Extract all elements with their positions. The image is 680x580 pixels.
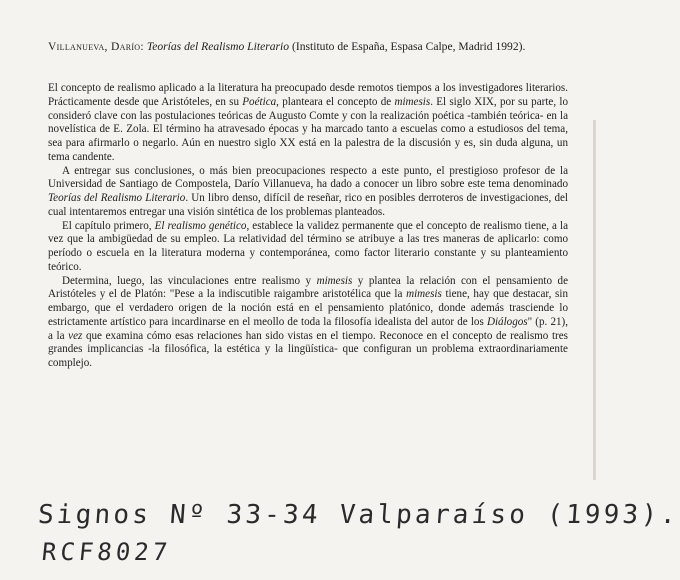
handwritten-source-note: Signos Nº 33-34 Valparaíso (1993). — [36, 500, 680, 530]
book-citation — [48, 40, 568, 55]
italic-run: Poética — [242, 95, 277, 108]
scan-edge-shadow — [593, 120, 596, 480]
italic-run: El realismo genético — [154, 219, 247, 232]
text-run: El concepto de realismo aplicado a la literatura ha preocupado desde remotos tiempos a los investigadores literarios. Prácticamente desde que Aristóteles, en su — [48, 82, 568, 108]
italic-run: mimesis — [406, 288, 442, 301]
text-run: , planteara el concepto de — [276, 95, 395, 108]
paragraph-1 — [48, 82, 568, 165]
review-body — [48, 82, 568, 371]
italic-run: Diálogos — [486, 315, 528, 328]
text-run: tiene, hay que destacar, sin embargo, que el verdadero origen de la noción está en el pensamiento platónico, donde además trasciende lo estrictamente artístico para incardinarse en el meollo de toda la filosofía idealista del autor de los — [48, 288, 568, 328]
text-run: El capítulo primero, — [62, 219, 155, 232]
citation-title: Teorías del Realismo Literario — [146, 40, 290, 53]
citation-publisher: (Instituto de España, Espasa Calpe, Madrid 1992). — [291, 40, 526, 53]
text-run: , establece la validez permanente que el concepto de realismo tiene, a la vez que la ambigüedad de su empleo. La relatividad del término se atribuye a las tres maneras de aplicarlo: como período o escuela en la literatura moderna y contemporánea, como factor literario constante y su planteamiento teórico. — [48, 219, 568, 273]
italic-run: vez — [68, 329, 83, 342]
text-run: Determina, luego, las vinculaciones entre realismo y — [62, 274, 317, 287]
citation-author: Villanueva, Darío: — [48, 40, 144, 53]
italic-run: Teorías del Realismo Literario — [48, 192, 186, 204]
paragraph-2 — [48, 165, 568, 220]
text-run: " (p. 21), a la — [48, 315, 569, 342]
text-run: . Un libro denso, difícil de reseñar, rico en posibles derroteros de investigaciones, del cual intentaremos entregar una visión sintética de los problemas planteados. — [48, 192, 568, 218]
text-run: A entregar sus conclusiones, o más bien preocupaciones respecto a este punto, el prestigioso profesor de la Universidad de Santiago de Compostela, Darío Villanueva, ha dado a conocer un libro sobre este tema denominado — [48, 164, 568, 191]
text-run: que examina cómo esas relaciones han sido vistas en el tiempo. Reconoce en el concepto de realismo tres grandes implicancias -la filosófica, la estética y la lingüística- que configuran un problema extraordinariamente complejo. — [48, 329, 568, 369]
text-run: y plantea la relación con el pensamiento de Aristóteles y el de Platón: "Pese a la indiscutible raigambre aristotélica que la — [48, 274, 568, 301]
paragraph-3 — [48, 220, 568, 275]
italic-run: mimesis — [394, 95, 431, 108]
italic-run: mimesis — [316, 274, 353, 287]
handwritten-catalog-code: RCF8027 — [40, 538, 173, 566]
paragraph-4 — [48, 275, 568, 371]
text-run: . El siglo XIX, por su parte, lo consideró clave con las postulaciones teóricas de Augusto Comte y con la realización poética -también teórica- en la novelística de E. Zola. El término ha atravesado épocas y ha marcado tanto a escuelas como a estudiosos del tema, sea para afirmarlo o negarlo. Aún en nuestro siglo XX está en la palestra de la discusión y es, sin duda alguna, un tema candente. — [48, 95, 568, 163]
